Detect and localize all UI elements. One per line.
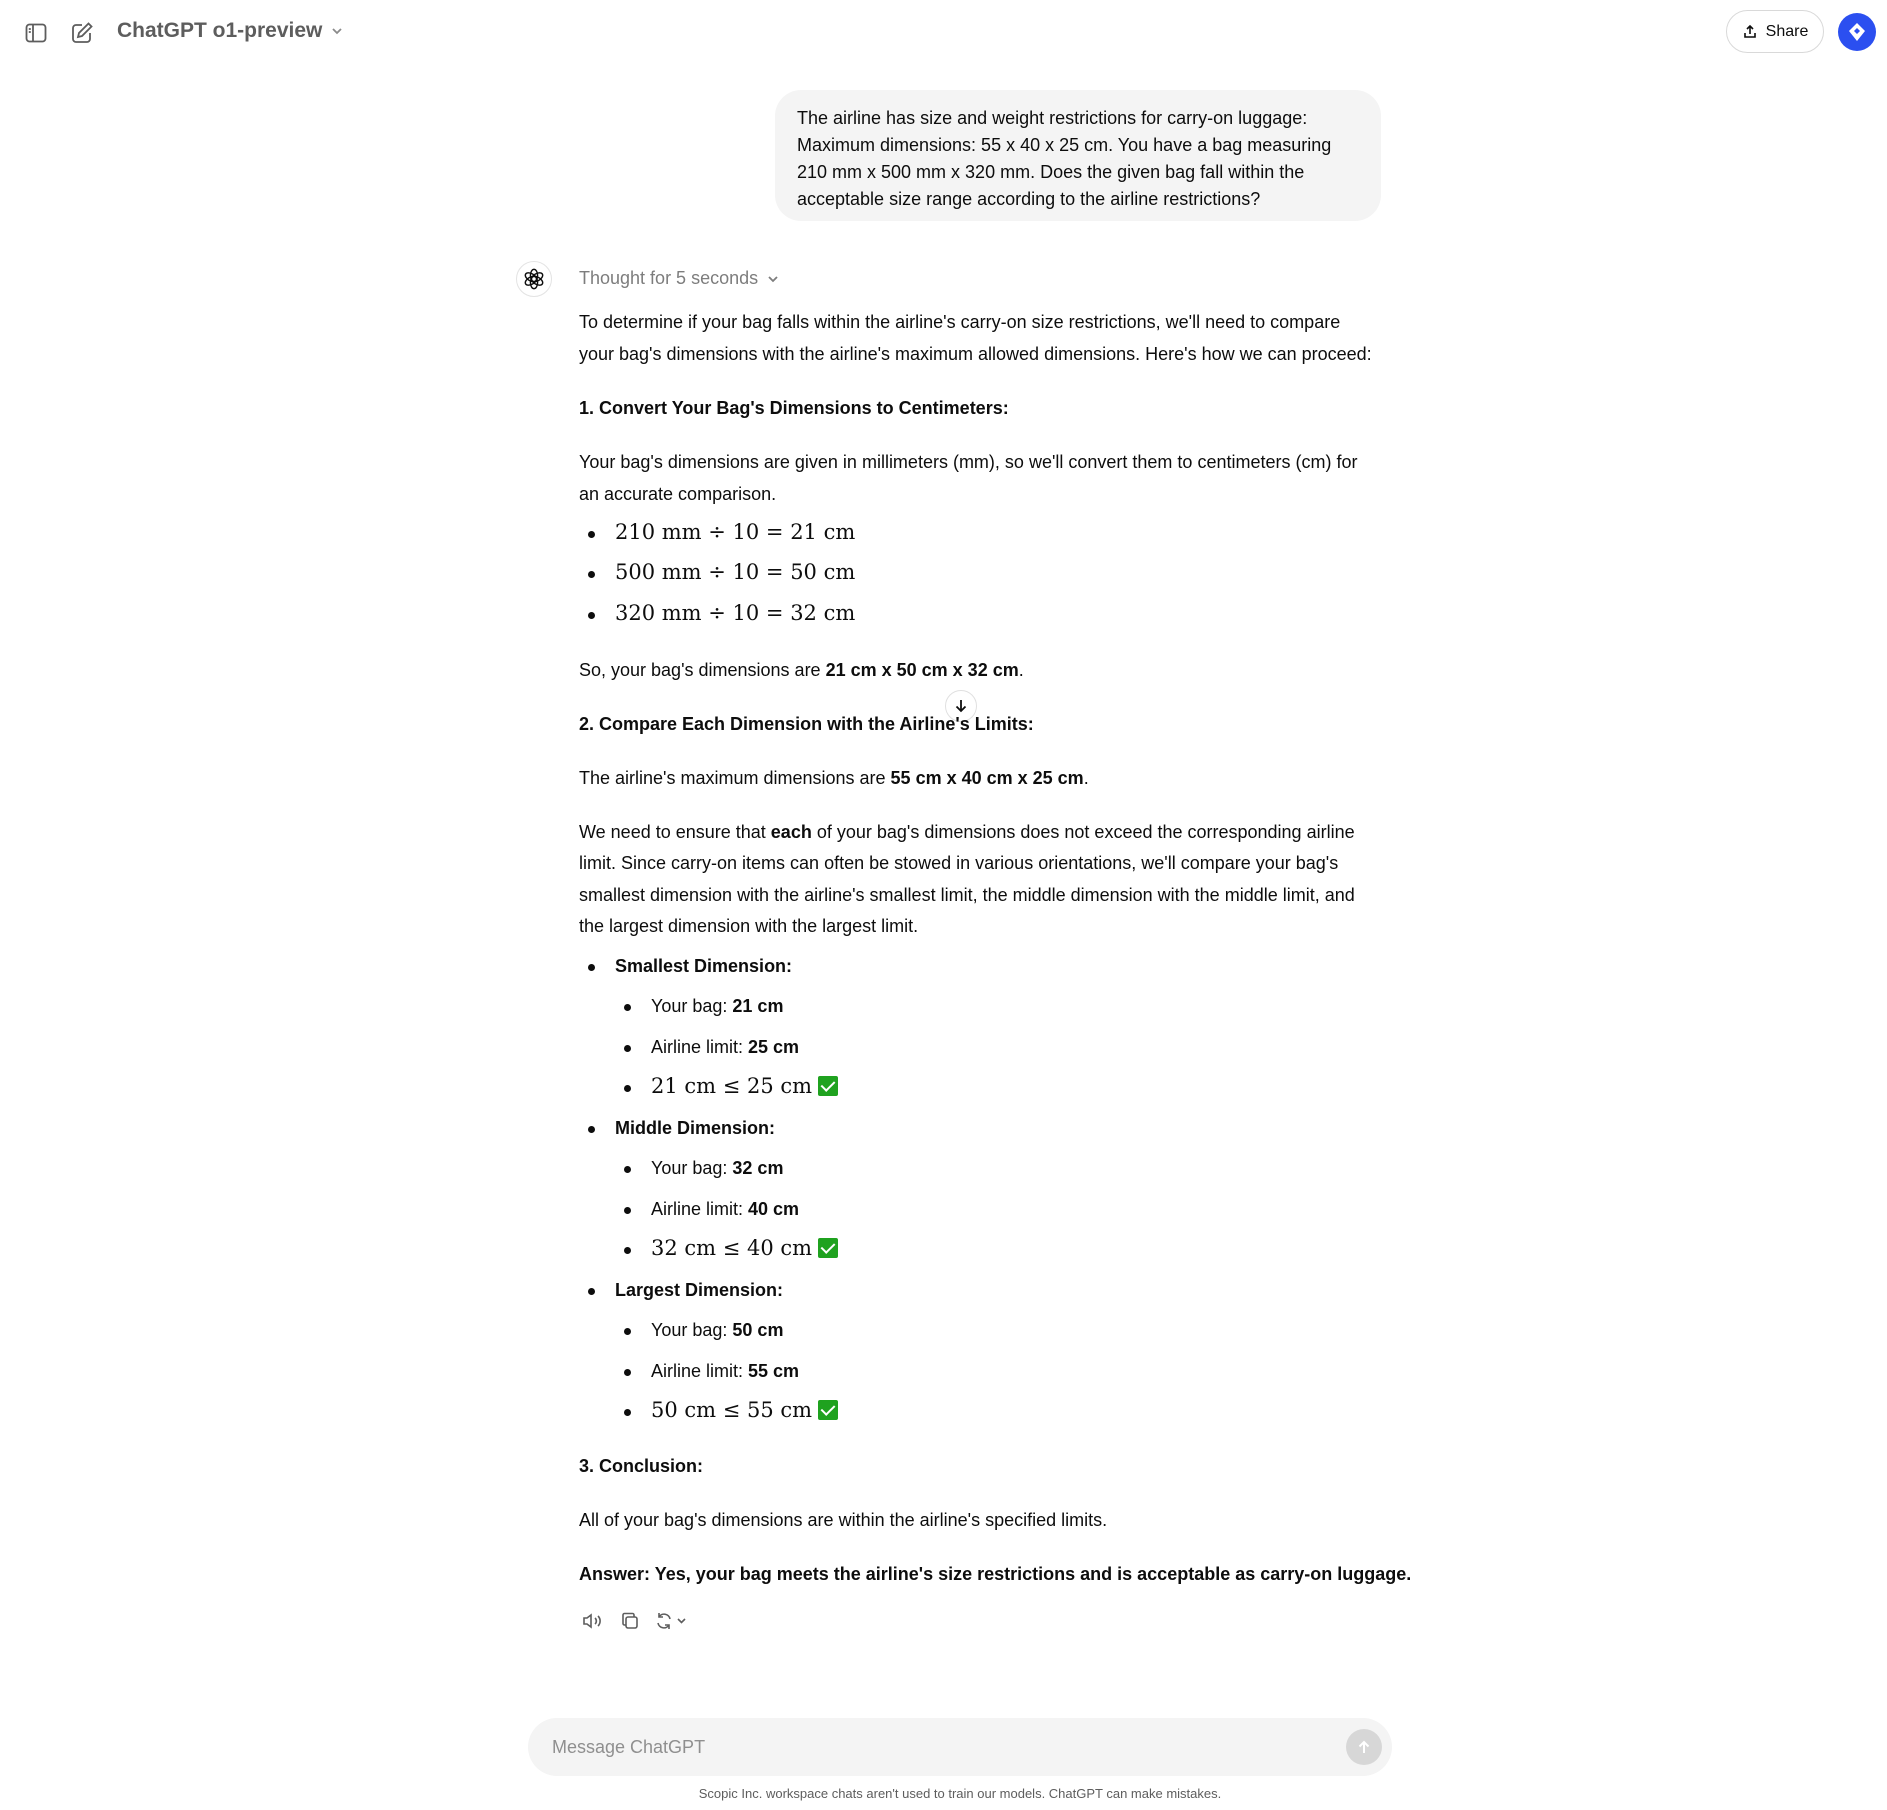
bullet-icon [624,1166,631,1173]
bullet-icon [588,1288,595,1295]
group-title: Middle Dimension: [615,1118,776,1138]
ensure-text: We need to ensure that each of your bag's dimensions does not exceed the corresponding airline [579,822,1355,842]
read-aloud-icon[interactable] [579,1608,605,1634]
group-title: Largest Dimension: [615,1280,784,1300]
share-button[interactable] [1726,10,1824,53]
airline-limit: Airline limit: 40 cm [651,1199,800,1219]
conversion-formula: 320 mm ÷ 10 = 32 cm [615,601,856,625]
step2-heading: 2. Compare Each Dimension with the Airline's Limits: [579,714,1034,734]
thought-toggle[interactable] [579,268,780,289]
chevron-down-icon [330,24,344,38]
model-name: ChatGPT o1-preview [117,19,323,42]
bullet-icon [624,1247,631,1254]
intro-text: your bag's dimensions with the airline's maximum allowed dimensions. Here's how we can proceed: [579,344,1372,364]
summary-text: So, your bag's dimensions are 21 cm x 50 cm x 32 cm. [579,660,1024,680]
bullet-icon [624,1085,631,1092]
bullet-icon [624,1004,631,1011]
conclusion-text: All of your bag's dimensions are within the airline's specified limits. [579,1510,1108,1530]
send-button[interactable] [1346,1729,1382,1765]
ensure-text: limit. Since carry-on items can often be stowed in various orientations, we'll compare your bag's [579,853,1339,873]
bag-dimension: Your bag: 21 cm [651,996,784,1016]
checkmark-icon [818,1076,838,1096]
message-actions [579,1608,691,1634]
chatgpt-logo-icon [516,261,552,297]
diamond-icon [1846,21,1868,43]
share-icon [1742,24,1758,40]
new-chat-icon[interactable] [67,18,97,48]
message-input[interactable] [552,1718,1312,1776]
footer-disclaimer: Scopic Inc. workspace chats aren't used to train our models. ChatGPT can make mistakes. [698,1786,1222,1801]
arrow-down-icon [953,698,969,714]
step3-heading: 3. Conclusion: [579,1456,704,1476]
ensure-text: smallest dimension with the airline's smallest limit, the middle dimension with the middle limit, and [579,885,1355,905]
conversion-formula: 210 mm ÷ 10 = 21 cm [615,520,856,544]
bag-dimension: Your bag: 50 cm [651,1320,784,1340]
bullet-icon [588,1126,595,1133]
comparison-formula: 50 cm ≤ 55 cm [651,1398,838,1422]
top-bar [0,0,1887,66]
user-message-bubble: The airline has size and weight restrictions for carry-on luggage: Maximum dimensions: 55 x 40 x 25 cm. You have a bag measuring 210 mm x 500 mm x 320 mm. Does the given bag fall within the acceptable size range according to the airline restrictions? [775,90,1381,221]
copy-icon[interactable] [617,1608,643,1634]
bullet-icon [624,1207,631,1214]
answer-text: Answer: Yes, your bag meets the airline's size restrictions and is acceptable as carry-on luggage. [579,1564,1412,1584]
bullet-icon [624,1328,631,1335]
checkmark-icon [818,1238,838,1258]
avatar[interactable] [1838,13,1876,51]
airline-limit: Airline limit: 25 cm [651,1037,800,1057]
thought-label: Thought for 5 seconds [579,268,759,288]
bullet-icon [588,612,595,619]
conversion-formula: 500 mm ÷ 10 = 50 cm [615,560,856,584]
bullet-icon [588,531,595,538]
bullet-icon [624,1369,631,1376]
share-label: Share [1765,22,1809,40]
regenerate-icon[interactable] [655,1608,691,1634]
limits-text: The airline's maximum dimensions are 55 cm x 40 cm x 25 cm. [579,768,1089,788]
model-selector[interactable] [117,19,344,43]
intro-text: To determine if your bag falls within the airline's carry-on size restrictions, we'll need to compare [579,312,1341,332]
bullet-icon [588,964,595,971]
step1-heading: 1. Convert Your Bag's Dimensions to Centimeters: [579,398,1009,418]
message-composer [528,1718,1392,1776]
checkmark-icon [818,1400,838,1420]
bullet-icon [624,1045,631,1052]
group-title: Smallest Dimension: [615,956,793,976]
bag-dimension: Your bag: 32 cm [651,1158,784,1178]
sidebar-toggle-icon[interactable] [21,18,51,48]
chevron-down-icon [766,272,780,286]
step1-text: Your bag's dimensions are given in millimeters (mm), so we'll convert them to centimeters (cm) for [579,452,1358,472]
arrow-up-icon [1356,1739,1372,1755]
airline-limit: Airline limit: 55 cm [651,1361,800,1381]
step1-text: an accurate comparison. [579,484,777,504]
ensure-text: the largest dimension with the largest limit. [579,916,919,936]
comparison-formula: 32 cm ≤ 40 cm [651,1236,838,1260]
comparison-formula: 21 cm ≤ 25 cm [651,1074,838,1098]
bullet-icon [624,1409,631,1416]
bullet-icon [588,571,595,578]
